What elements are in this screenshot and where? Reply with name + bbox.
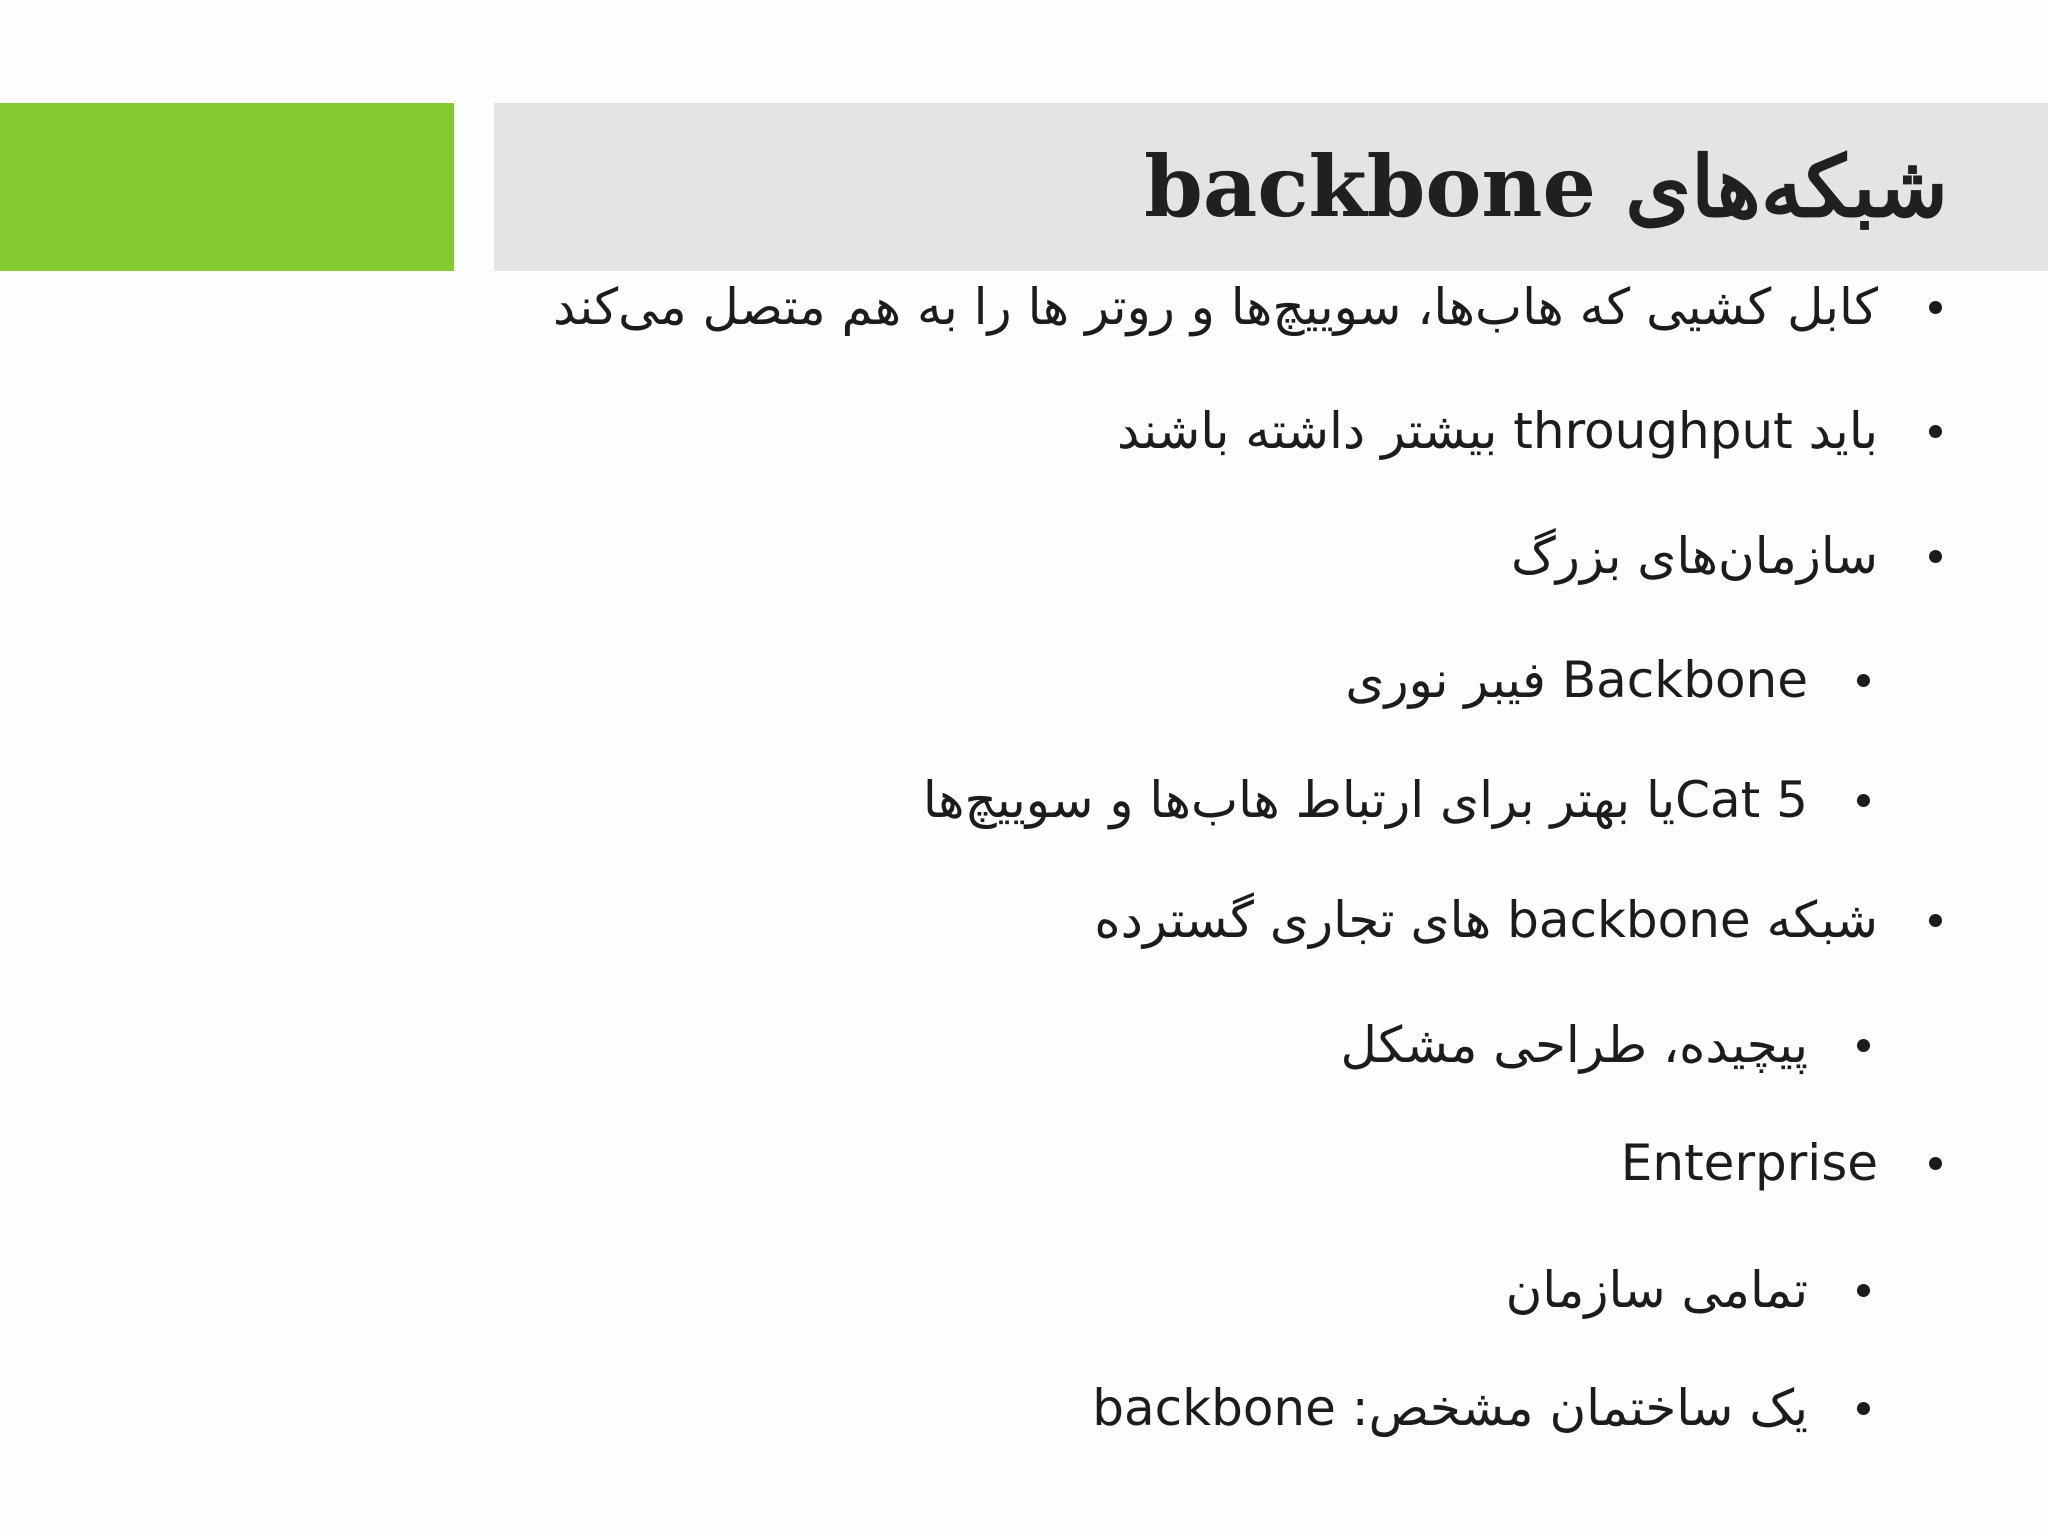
bullet-item [1094, 890, 1878, 950]
bullet-text: تمامی سازمان [1505, 1261, 1808, 1319]
bullet-dot-icon [1929, 914, 1942, 927]
bullet-text: پیچیده، طراحی مشکل [1340, 1016, 1808, 1074]
bullet-text: سازمان‌های بزرگ [1510, 527, 1878, 585]
bullet-dot-icon [1929, 1157, 1942, 1170]
bullet-dot-icon [1929, 425, 1942, 438]
bullet-dot-icon [1929, 301, 1942, 314]
bullet-text: کابل کشیی که هاب‌ها، سوییچ‌ها و روتر ها را به هم متصل می‌کند [553, 278, 1878, 336]
bullet-text: شبکه backbone های تجاری گسترده [1094, 891, 1878, 949]
bullet-dot-icon [1857, 1039, 1870, 1052]
bullet-item [1511, 526, 1878, 586]
bullet-item [923, 770, 1808, 830]
bullet-item [1341, 1015, 1808, 1075]
bullet-item [1345, 650, 1808, 710]
bullet-text: Enterprise [1620, 1134, 1878, 1192]
bullet-dot-icon [1857, 1284, 1870, 1297]
bullet-text: باید throughput بیشتر داشته باشند [1116, 402, 1878, 460]
bullet-text: Cat 5یا بهتر برای ارتباط هاب‌ها و سوییچ‌ها [922, 771, 1808, 829]
bullet-item [1621, 1133, 1878, 1193]
slide-title: شبکه‌های backbone [1144, 137, 1948, 236]
bullet-dot-icon [1857, 794, 1870, 807]
bullet-item [1092, 1378, 1808, 1438]
bullet-item [1506, 1260, 1808, 1320]
bullet-dot-icon [1857, 674, 1870, 687]
bullet-item [553, 277, 1878, 337]
bullet-text: یک ساختمان مشخص: backbone [1092, 1379, 1808, 1437]
bullet-dot-icon [1929, 550, 1942, 563]
bullet-dot-icon [1857, 1402, 1870, 1415]
bullet-text: Backbone فیبر نوری [1345, 651, 1808, 709]
bullet-item [1117, 401, 1878, 461]
